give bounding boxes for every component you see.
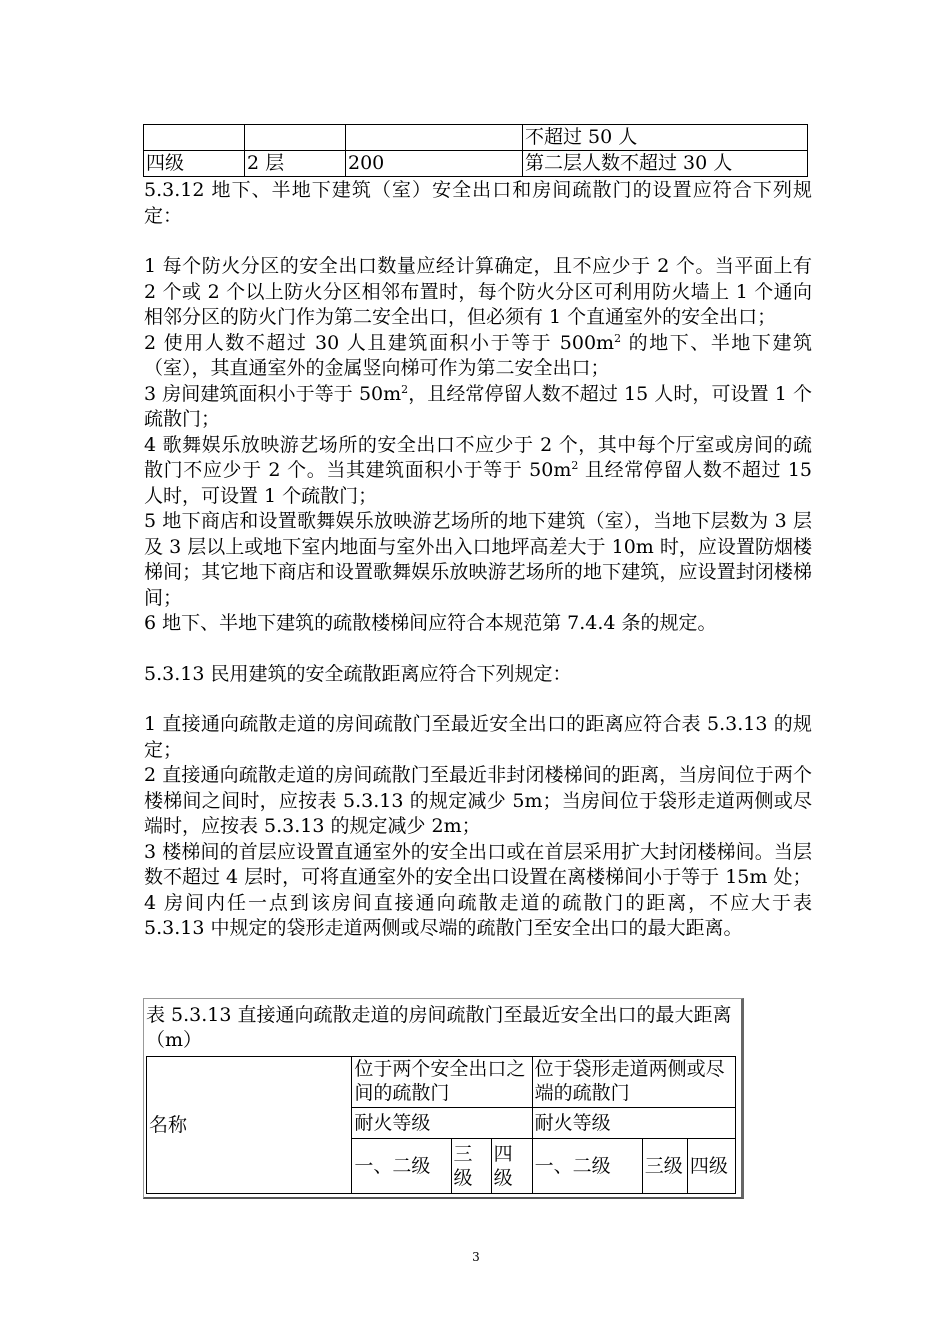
table-cell: 200 [346, 151, 523, 177]
table-cell [346, 125, 523, 151]
table-cell [144, 125, 245, 151]
table-cell: 2 层 [245, 151, 346, 177]
fire-rating-table-continuation [143, 124, 808, 177]
fire-rating-header: 耐火等级 [352, 1108, 532, 1139]
clause-item: 4 歌舞娱乐放映游艺场所的安全出口不应少于 2 个，其中每个厅室或房间的疏散门不应少于 2 个。当其建筑面积小于等于 $50m^2$ 且经常停留人数不超过 15 人时，可设置 1 个疏散门； [144, 433, 812, 507]
column-group-header: 位于两个安全出口之间的疏散门 [352, 1057, 532, 1108]
evacuation-distance-table [146, 1056, 736, 1194]
page-number: 3 [472, 1250, 480, 1264]
clause-item: 3 楼梯间的首层应设置直通室外的安全出口或在首层采用扩大封闭楼梯间。当层数不超过 4 层时，可将直通室外的安全出口设置在离楼梯间小于等于 15m 处； [144, 840, 812, 888]
clause-item: 2 直接通向疏散走道的房间疏散门至最近非封闭楼梯间的距离，当房间位于两个楼梯间之间时，应按表 5.3.13 的规定减少 5m；当房间位于袋形走道两侧或尽端时，应按表 5.3.13 的规定减少 2m； [144, 764, 812, 837]
grade-cell: 四级 [687, 1139, 735, 1194]
distance-table-frame [143, 998, 744, 1199]
clause-item: 2 使用人数不超过 30 人且建筑面积小于等于 $500m^2$ 的地下、半地下建筑（室），其直通室外的金属竖向梯可作为第二安全出口； [144, 331, 812, 379]
column-group-header: 位于袋形走道两侧或尽端的疏散门 [532, 1057, 735, 1108]
table-row [144, 125, 808, 151]
grade-cell: 一、二级 [352, 1139, 451, 1194]
clause-item: 5 地下商店和设置歌舞娱乐放映游艺场所的地下建筑（室），当地下层数为 3 层及 3 层以上或地下室内地面与室外出入口地坪高差大于 10m 时，应设置防烟楼梯间；其它地下商店和设置歌舞娱乐放映游艺场所的地下建筑，应设置封闭楼梯间； [144, 510, 812, 609]
clause-item: 4 房间内任一点到该房间直接通向疏散走道的疏散门的距离，不应大于表 5.3.13 中规定的袋形走道两侧或尽端的疏散门至安全出口的最大距离。 [144, 891, 812, 939]
table-row [147, 1057, 736, 1108]
grade-cell: 四级 [491, 1139, 532, 1194]
table-row [144, 151, 808, 177]
section-heading: 5.3.12 地下、半地下建筑（室）安全出口和房间疏散门的设置应符合下列规定： [144, 179, 812, 227]
grade-cell: 一、二级 [532, 1139, 642, 1194]
name-header: 名称 [147, 1057, 352, 1194]
clause-item: 6 地下、半地下建筑的疏散楼梯间应符合本规范第 7.4.4 条的规定。 [144, 612, 717, 634]
grade-cell: 三级 [642, 1139, 687, 1194]
table-cell: 不超过 50 人 [523, 125, 808, 151]
clause-item: 3 房间建筑面积小于等于 $50m^2$，且经常停留人数不超过 15 人时，可设置 1 个疏散门； [144, 382, 812, 430]
table-cell: 第二层人数不超过 30 人 [523, 151, 808, 177]
grade-cell: 三级 [451, 1139, 491, 1194]
section-heading: 5.3.13 民用建筑的安全疏散距离应符合下列规定： [144, 662, 572, 685]
clause-item: 1 直接通向疏散走道的房间疏散门至最近安全出口的距离应符合表 5.3.13 的规定； [144, 713, 812, 761]
fire-rating-header: 耐火等级 [532, 1108, 735, 1139]
table-cell: 四级 [144, 151, 245, 177]
table-caption: 表 5.3.13 直接通向疏散走道的房间疏散门至最近安全出口的最大距离（m） [146, 1004, 732, 1051]
document-body [144, 178, 812, 942]
clause-item: 1 每个防火分区的安全出口数量应经计算确定，且不应少于 2 个。当平面上有 2 个或 2 个以上防火分区相邻布置时，每个防火分区可利用防火墙上 1 个通向相邻分区的防火门作为第二安全出口，但必须有 1 个直通室外的安全出口； [144, 255, 812, 328]
table-cell [245, 125, 346, 151]
